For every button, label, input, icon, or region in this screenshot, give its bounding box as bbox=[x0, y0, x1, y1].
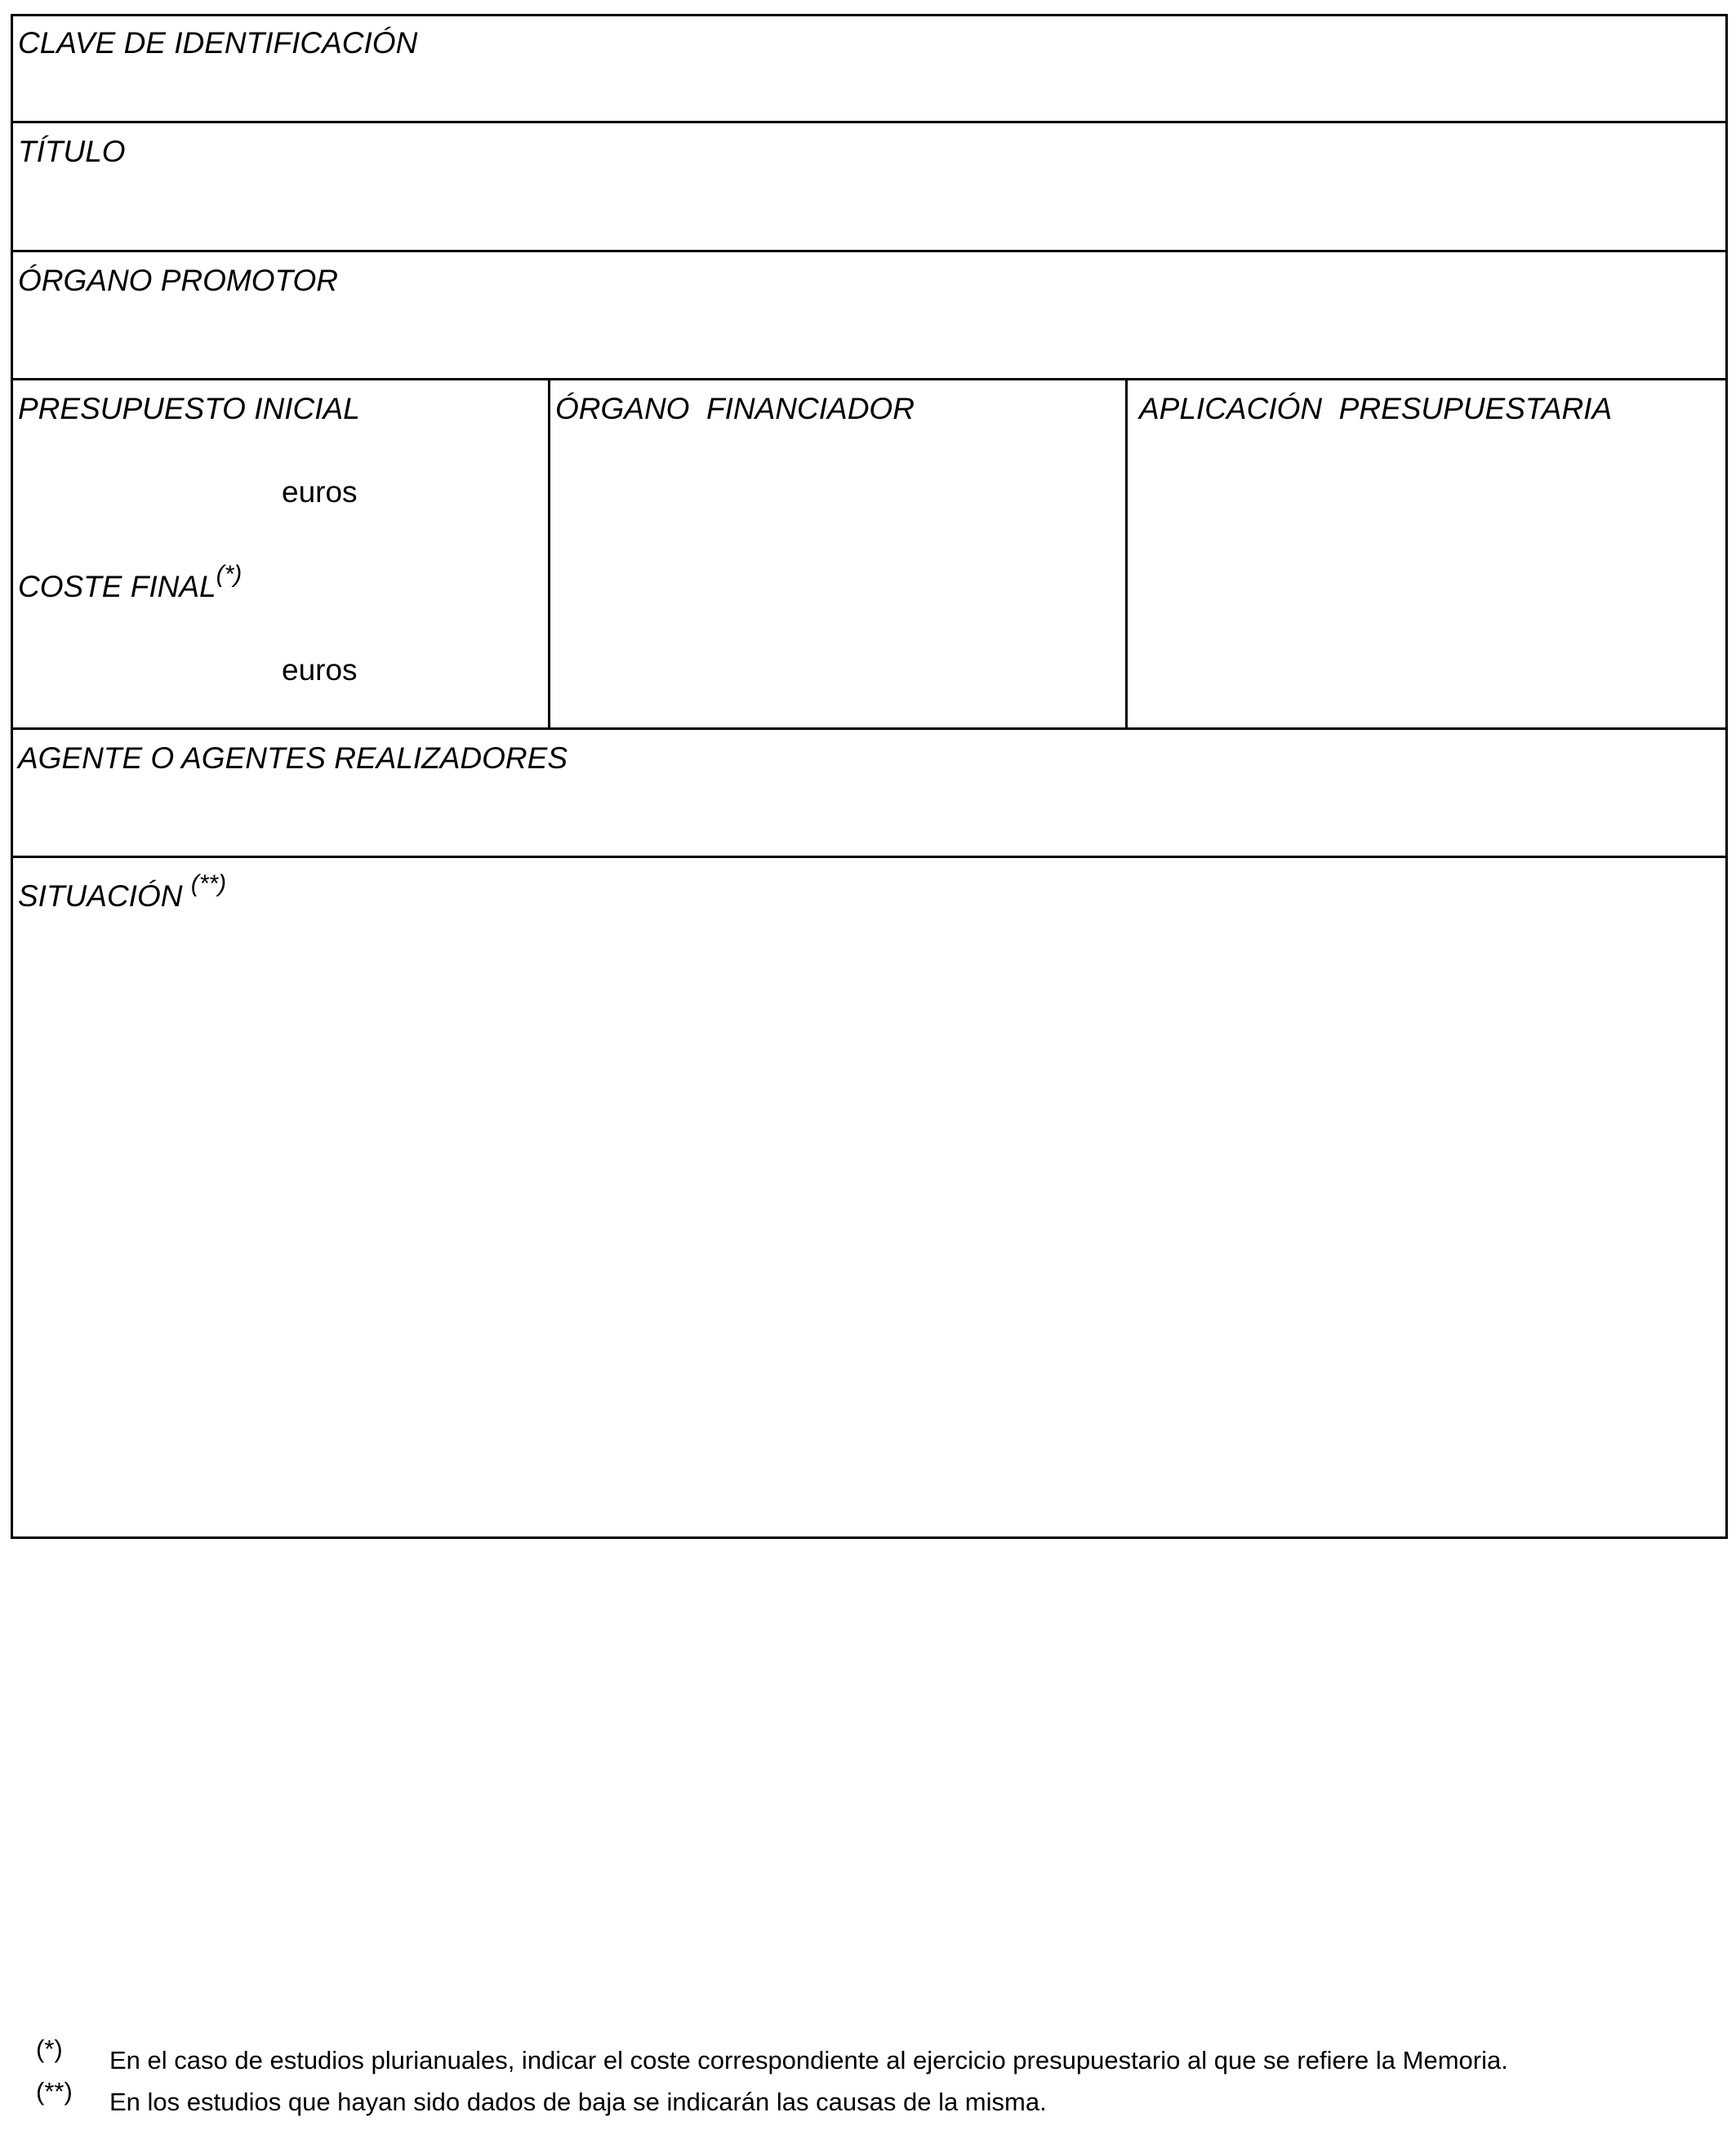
organo-financiador-label: ÓRGANO FINANCIADOR bbox=[555, 392, 915, 425]
field-situacion[interactable] bbox=[13, 858, 1725, 1536]
footnote-mark: (**) bbox=[36, 2077, 73, 2106]
field-organo-financiador[interactable] bbox=[550, 380, 1125, 727]
coste-final-unit: euros bbox=[282, 653, 358, 687]
coste-final-mark: (*) bbox=[216, 561, 243, 588]
footnote-text: En los estudios que hayan sido dados de baja se indicarán las causas de la misma. bbox=[109, 2088, 1047, 2116]
presupuesto-unit: euros bbox=[282, 475, 358, 509]
field-agentes[interactable] bbox=[13, 730, 1725, 856]
field-organo-promotor[interactable] bbox=[13, 252, 1725, 378]
situacion-mark: (**) bbox=[190, 870, 227, 897]
agentes-label: AGENTE O AGENTES REALIZADORES bbox=[18, 741, 568, 775]
field-titulo-label: TÍTULO bbox=[18, 135, 126, 168]
footnote-mark: (*) bbox=[36, 2034, 63, 2063]
situacion-label: SITUACIÓN (**) bbox=[18, 870, 227, 913]
presupuesto-inicial-label: PRESUPUESTO INICIAL bbox=[18, 392, 360, 425]
field-titulo[interactable] bbox=[13, 123, 1725, 250]
coste-final-label: COSTE FINAL(*) bbox=[18, 561, 243, 603]
identification-form bbox=[11, 14, 1728, 1539]
field-clave[interactable] bbox=[13, 16, 1725, 121]
field-organo-promotor-label: ÓRGANO PROMOTOR bbox=[18, 264, 338, 297]
field-aplicacion[interactable] bbox=[1128, 380, 1725, 727]
field-presupuesto[interactable] bbox=[13, 380, 548, 727]
aplicacion-label: APLICACIÓN PRESUPUESTARIA bbox=[1139, 392, 1613, 425]
footnote-text: En el caso de estudios plurianuales, indicar el coste correspondiente al ejercicio presupuestario al que se refiere la Memoria. bbox=[109, 2046, 1508, 2075]
field-clave-label: CLAVE DE IDENTIFICACIÓN bbox=[18, 26, 418, 60]
